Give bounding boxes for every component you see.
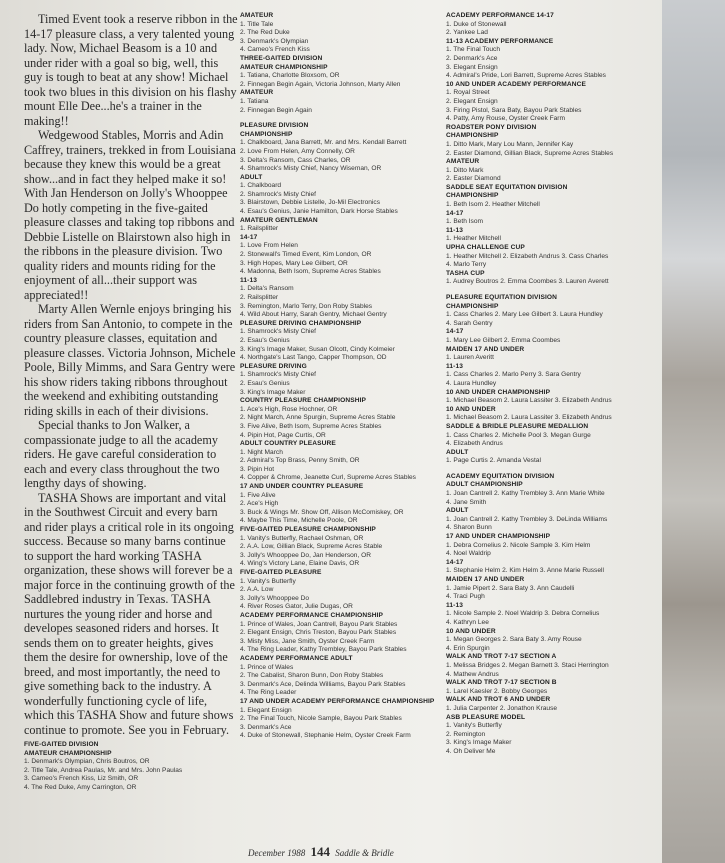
class-heading: PLEASURE DIVISION: [240, 122, 309, 130]
issue-date: December 1988: [248, 848, 306, 858]
class-heading: 17 AND UNDER CHAMPIONSHIP: [446, 533, 551, 541]
result-entry: 1. Nicole Sample 2. Noel Waldrip 3. Debra Cornelius: [446, 610, 600, 618]
article-paragraph: Special thanks to Jon Walker, a compassionate judge to all the academy riders. He gave careful consideration to each and every class throughout the two lengthy days of showing.: [24, 418, 220, 490]
result-entry: 3. Blairstown, Debbie Listelle, Jo-Mil Electronics: [240, 199, 380, 207]
result-entry: 4. Copper & Chrome, Jeanette Curl, Supreme Acres Stables: [240, 474, 416, 482]
class-heading: ASB PLEASURE MODEL: [446, 713, 526, 721]
result-entry: 2. Remington: [446, 730, 486, 738]
result-entry: 3. Remington, Marlo Terry, Don Roby Stables: [240, 302, 373, 310]
result-entry: 1. Railsplitter: [240, 225, 279, 233]
result-entry: 4. Duke of Stonewall, Stephanie Helm, Oyster Creek Farm: [240, 732, 411, 740]
result-entry: 1. Delta's Ransom: [240, 285, 294, 293]
result-entry: 4. Noel Waldrip: [446, 550, 491, 558]
class-heading: ROADSTER PONY DIVISION: [446, 123, 537, 131]
result-entry: 4. Traci Pugh: [446, 593, 485, 601]
result-entry: 3. Pipin Hot: [240, 465, 275, 473]
article-paragraph: Timed Event took a reserve ribbon in the 14-17 pleasure class, a very talented young lady. Now, Michael Beasom is a 10 and under rider with a goal so big, well, this guy is tough to beat at any show! Michael took two blues in this division on his flashy mount Elle Dee...he's a trainer in the making!!: [24, 12, 238, 128]
class-heading: ACADEMY PERFORMANCE 14-17: [446, 12, 554, 19]
result-entry: 1. Larel Kaesler 2. Bobby Georges: [446, 687, 548, 695]
result-entry: 2. Easter Diamond: [446, 175, 501, 183]
result-entry: 1. Cass Charles 2. Marlo Perry 3. Sara Gentry: [446, 371, 581, 379]
article-paragraph: Wedgewood Stables, Morris and Adin Caffrey, trainers, trekked in from Louisiana because they knew this would be a great show...and in fact they helped make it so! With Jan Henderson on Jolly's Whooppee Do hotly competing in the five-gaited pleasure classes and taking top ribbons and Debbie Listelle on Blairstown also high in the ribbons in the pleasure division. Two quality riders and mounts riding for the enjoyment of all...their support was appreciated!!: [24, 128, 236, 302]
result-entry: 1. Prince of Wales, Joan Cantrell, Bayou Park Stables: [240, 620, 398, 628]
result-entry: 2. Ace's High: [240, 500, 279, 508]
class-heading: AMATEUR: [240, 12, 274, 19]
class-heading: COUNTRY PLEASURE CHAMPIONSHIP: [240, 397, 366, 405]
result-entry: 1. Beth Isom 2. Heather Mitchell: [446, 201, 540, 209]
result-entry: 3. Five Alive, Beth Isom, Supreme Acres Stables: [240, 422, 382, 430]
result-entry: 4. River Roses Gator, Julie Dugas, OR: [240, 603, 353, 611]
result-entry: 2. Night March, Anne Spurgin, Supreme Acres Stable: [240, 414, 396, 422]
result-entry: 2. Yankee Lad: [446, 29, 488, 37]
result-entry: 4. Erin Spurgin: [446, 644, 490, 652]
result-entry: 1. Joan Cantrell 2. Kathy Trembley 3. DeLinda Williams: [446, 515, 608, 523]
result-entry: 2. Elegant Ensign, Chris Treston, Bayou Park Stables: [240, 629, 397, 637]
result-entry: 1. Heather Mitchell: [446, 235, 501, 243]
result-entry: 1. Jamie Pipert 2. Sara Baty 3. Ann Caudelli: [446, 584, 575, 592]
result-entry: 4. Mathew Andrus: [446, 670, 499, 678]
class-heading: AMATEUR: [446, 158, 480, 166]
result-entry: 1. Beth Isom: [446, 218, 484, 226]
photo-edge: [662, 0, 725, 863]
class-heading: FIVE-GAITED PLEASURE: [240, 569, 322, 576]
result-entry: 4. Sharon Bunn: [446, 524, 492, 532]
result-entry: 2. Finnegan Begin Again: [240, 106, 312, 114]
result-entry: 1. Shamrock's Misty Chief: [240, 328, 317, 336]
result-entry: 1. Debra Cornelius 2. Nicole Sample 3. Kim Helm: [446, 541, 591, 549]
class-heading: PLEASURE EQUITATION DIVISION: [446, 294, 557, 301]
result-entry: 1. Ditto Mark, Mary Lou Mann, Jennifer Kay: [446, 140, 574, 148]
result-entry: 4. Jane Smith: [446, 498, 487, 506]
class-heading: 10 AND UNDER ACADEMY PERFORMANCE: [446, 80, 586, 88]
class-heading: 14-17: [446, 328, 464, 336]
section-spacer: [446, 287, 660, 294]
result-entry: 2. Elegant Ensign: [446, 97, 498, 105]
result-entry: 4. Madonna, Beth Isom, Supreme Acres Stables: [240, 268, 381, 276]
result-entry: 2. Love From Helen, Amy Connelly, OR: [240, 147, 355, 155]
result-entry: 3. Denmark's Ace: [240, 723, 292, 731]
result-entry: 4. Pipin Hot, Page Curtis, OR: [240, 431, 326, 439]
result-entry: 1. Vanity's Butterfly: [240, 577, 296, 585]
class-heading: THREE-GAITED DIVISION: [240, 54, 323, 62]
result-entry: 1. Cass Charles 2. Michelle Pool 3. Megan Gurge: [446, 431, 591, 439]
article-paragraph: Marty Allen Wernle enjoys bringing his riders from San Antonio, to compete in the country pleasure classes, equitation and pleasure classes. Victoria Johnson, Michele Poole, Billy Mimms, and Sara Gentry were his show riders taking ribbons throughout the weekend and exhibiting outstanding riding skills in each of their divisions.: [24, 302, 236, 418]
class-heading: ADULT: [446, 507, 469, 515]
result-entry: 3. Misty Miss, Jane Smith, Oyster Creek Farm: [240, 637, 375, 645]
result-entry: 2. Admiral's Top Brass, Penny Smith, OR: [240, 457, 360, 465]
result-entry: 1. Lauren Averitt: [446, 354, 494, 362]
result-entry: 1. Mary Lee Gilbert 2. Emma Coombes: [446, 336, 561, 344]
result-entry: 1. Stephanie Helm 2. Kim Helm 3. Anne Marie Russell: [446, 567, 604, 575]
class-heading: CHAMPIONSHIP: [446, 302, 499, 310]
class-heading: PLEASURE DRIVING CHAMPIONSHIP: [240, 319, 362, 327]
class-heading: 14-17: [446, 209, 464, 217]
class-heading: UPHA CHALLENGE CUP: [446, 244, 525, 252]
result-entry: 3. King's Image Maker: [446, 739, 512, 747]
class-heading: FIVE-GAITED DIVISION: [24, 741, 99, 748]
result-entry: 2. Title Tale, Andrea Paulas, Mr. and Mrs. John Paulas: [24, 766, 183, 774]
class-heading: ADULT COUNTRY PLEASURE: [240, 440, 336, 448]
class-heading: MAIDEN 17 AND UNDER: [446, 576, 525, 583]
result-entry: 4. Oh Deliver Me: [446, 747, 496, 755]
class-heading: WALK AND TROT 6 AND UNDER: [446, 696, 551, 704]
result-entry: 4. Admiral's Pride, Lori Barrett, Supreme Acres Stables: [446, 72, 606, 80]
class-heading: CHAMPIONSHIP: [446, 132, 499, 140]
magazine-title: Saddle & Bridle: [335, 848, 394, 858]
result-entry: 2. Easter Diamond, Gillian Black, Supreme Acres Stables: [446, 149, 614, 157]
page-footer: [248, 844, 394, 860]
result-entry: 1. Heather Mitchell 2. Elizabeth Andrus 3. Cass Charles: [446, 252, 609, 260]
class-heading: 11-13: [446, 601, 464, 609]
result-entry: 1. Tatiana, Charlotte Bloxsom, OR: [240, 72, 340, 80]
result-entry: 2. Denmark's Ace: [446, 54, 498, 62]
result-entry: 4. Kathryn Lee: [446, 618, 489, 626]
result-entry: 3. Firing Pistol, Sara Baty, Bayou Park Stables: [446, 106, 582, 114]
class-heading: AMATEUR: [240, 89, 274, 97]
result-entry: 1. Chalkboard: [240, 182, 282, 190]
result-entry: 4. Maybe This Time, Michelle Poole, OR: [240, 517, 358, 525]
class-heading: 10 AND UNDER: [446, 627, 496, 635]
result-entry: 2. A.A. Low, Gillian Black, Supreme Acres Stable: [240, 543, 383, 551]
result-entry: 1. Title Tale: [240, 20, 274, 28]
class-heading: CHAMPIONSHIP: [446, 192, 499, 200]
class-heading: 10 AND UNDER CHAMPIONSHIP: [446, 388, 551, 396]
result-entry: 4. Patty, Amy Rouse, Oyster Creek Farm: [446, 115, 565, 123]
results-column-right: [446, 12, 660, 756]
class-heading: AMATEUR CHAMPIONSHIP: [24, 749, 112, 757]
result-entry: 1. Vanity's Butterfly, Rachael Oshman, OR: [240, 534, 364, 542]
class-heading: SADDLE SEAT EQUITATION DIVISION: [446, 183, 568, 191]
class-heading: 14-17: [240, 233, 258, 241]
class-heading: ADULT: [240, 173, 263, 181]
result-entry: 1. Julia Carpenter 2. Jonathon Krause: [446, 704, 558, 712]
result-entry: 1. Ace's High, Rose Hochner, OR: [240, 405, 338, 413]
result-entry: 1. Shamrock's Misty Chief: [240, 371, 317, 379]
result-entry: 1. The Final Touch: [446, 46, 501, 54]
result-entry: 1. Love From Helen: [240, 242, 298, 250]
results-column-middle: [240, 12, 440, 741]
article-paragraph: TASHA Shows are important and vital in the Southwest Circuit and every barn and rider plays a critical role in its ongoing success. Because so many barns continue to support the hard working TASHA organization, these shows will forever be a major force in the continuing growth of the Saddlebred industry in Texas. TASHA nurtures the young rider and horse and developes seasoned riders and horses. It sends them on to greater heights, gives them the desire for ownership, love of the breed, and most importantly, the need to give something back to the industry. A wonderfully functioning cycle of life, which this TASHA Show and future shows continue to promote. See you in February.: [24, 490, 235, 737]
class-heading: FIVE-GAITED PLEASURE CHAMPIONSHIP: [240, 526, 376, 534]
result-entry: 1. Page Curtis 2. Amanda Vestal: [446, 457, 541, 465]
result-entry: 1. Joan Cantrell 2. Kathy Trembley 3. Ann Marie White: [446, 490, 605, 498]
class-heading: SADDLE & BRIDLE PLEASURE MEDALLION: [446, 422, 589, 430]
class-heading: CHAMPIONSHIP: [240, 130, 293, 138]
section-spacer: [240, 115, 440, 122]
result-entry: 4. The Ring Leader, Kathy Trembley, Bayou Park Stables: [240, 646, 407, 654]
section-spacer: [446, 466, 660, 473]
result-entry: 2. The Cabalist, Sharon Bunn, Don Roby Stables: [240, 672, 384, 680]
result-entry: 4. Northgate's Last Tango, Capper Thompson, OD: [240, 354, 387, 362]
class-heading: AMATEUR CHAMPIONSHIP: [240, 63, 328, 71]
results-list-five-gaited: [24, 741, 238, 793]
class-heading: 10 AND UNDER: [446, 405, 496, 413]
result-entry: 2. Stonewall's Timed Event, Kim London, OR: [240, 251, 372, 259]
result-entry: 2. Railsplitter: [240, 294, 279, 301]
result-entry: 3. King's Image Maker, Susan Olcott, Cindy Kolmeier: [240, 345, 395, 353]
class-heading: 11-13: [240, 276, 258, 284]
class-heading: WALK AND TROT 7-17 SECTION B: [446, 679, 557, 687]
class-heading: ACADEMY PERFORMANCE ADULT: [240, 654, 353, 662]
class-heading: 17 AND UNDER ACADEMY PERFORMANCE CHAMPIONSHIP: [240, 697, 435, 705]
class-heading: WALK AND TROT 7-17 SECTION A: [446, 653, 557, 661]
result-entry: 1. Denmark's Olympian, Chris Boutros, OR: [24, 758, 150, 766]
article-column: [24, 12, 238, 793]
result-entry: 4. The Ring Leader: [240, 689, 297, 697]
result-entry: 1. Night March: [240, 448, 283, 456]
result-entry: 4. Elizabeth Andrus: [446, 440, 503, 448]
result-entry: 1. Ditto Mark: [446, 166, 484, 174]
result-entry: 4. Cameo's French Kiss: [240, 46, 310, 54]
result-entry: 1. Duke of Stonewall: [446, 20, 507, 28]
result-entry: 1. Five Alive: [240, 491, 276, 499]
result-entry: 4. The Red Duke, Amy Carrington, OR: [24, 783, 137, 791]
result-entry: 3. Cameo's French Kiss, Liz Smith, OR: [24, 775, 139, 783]
result-entry: 1. Megan Georges 2. Sara Baty 3. Amy Rouse: [446, 636, 582, 644]
result-entry: 4. Sarah Gentry: [446, 319, 493, 327]
result-entry: 1. Chalkboard, Jana Barrett, Mr. and Mrs. Kendall Barrett: [240, 139, 407, 147]
result-entry: 3. King's Image Maker: [240, 388, 306, 396]
result-entry: 2. A.A. Low: [240, 586, 274, 594]
class-heading: TASHA CUP: [446, 269, 485, 277]
result-entry: 2. Esau's Genius: [240, 379, 290, 387]
result-entry: 3. High Hopes, Mary Lee Gilbert, OR: [240, 259, 348, 267]
class-heading: MAIDEN 17 AND UNDER: [446, 345, 525, 353]
result-entry: 3. Elegant Ensign: [446, 63, 498, 71]
result-entry: 3. Delta's Ransom, Cass Charles, OR: [240, 156, 351, 164]
result-entry: 3. Jolly's Whooppee Do: [240, 594, 310, 602]
class-heading: 11-13 ACADEMY PERFORMANCE: [446, 37, 554, 45]
class-heading: ACADEMY EQUITATION DIVISION: [446, 472, 555, 480]
class-heading: ACADEMY PERFORMANCE CHAMPIONSHIP: [240, 611, 384, 619]
result-entry: 2. Shamrock's Misty Chief: [240, 190, 317, 198]
result-entry: 1. Royal Street: [446, 89, 490, 97]
result-entry: 1. Tatiana: [240, 97, 269, 105]
class-heading: 14-17: [446, 558, 464, 566]
result-entry: 1. Elegant Ensign: [240, 706, 292, 714]
class-heading: ADULT CHAMPIONSHIP: [446, 481, 523, 489]
result-entry: 2. Esau's Genius: [240, 336, 290, 344]
result-entry: 1. Michael Beasom 2. Laura Lassiter 3. Elizabeth Andrus: [446, 397, 612, 405]
result-entry: 4. Wild About Harry, Sarah Gentry, Michael Gentry: [240, 311, 387, 319]
page-number: 144: [310, 844, 330, 859]
result-entry: 3. Denmark's Olympian: [240, 37, 309, 45]
result-entry: 2. The Red Duke: [240, 29, 290, 37]
result-entry: 3. Buck & Wings Mr. Show Off, Allison McComiskey, OR: [240, 508, 404, 516]
result-entry: 1. Audrey Boutros 2. Emma Coombes 3. Lauren Averett: [446, 278, 609, 286]
result-entry: 3. Denmark's Ace, Delinda Williams, Bayou Park Stables: [240, 680, 406, 688]
result-entry: 4. Marlo Terry: [446, 261, 487, 269]
result-entry: 4. Shamrock's Misty Chief, Nancy Wiseman, OR: [240, 165, 382, 173]
result-entry: 4. Wing's Victory Lane, Elaine Davis, OR: [240, 560, 360, 568]
result-entry: 2. Finnegan Begin Again, Victoria Johnson, Marty Allen: [240, 80, 401, 88]
result-entry: 1. Michael Beasom 2. Laura Lassiter 3. Elizabeth Andrus: [446, 414, 612, 422]
result-entry: 2. The Final Touch, Nicole Sample, Bayou Park Stables: [240, 715, 402, 723]
class-heading: ADULT: [446, 448, 469, 456]
class-heading: 17 AND UNDER COUNTRY PLEASURE: [240, 483, 364, 491]
result-entry: 1. Melissa Bridges 2. Megan Barnett 3. Staci Herrington: [446, 661, 609, 669]
class-heading: AMATEUR GENTLEMAN: [240, 216, 318, 224]
result-entry: 1. Cass Charles 2. Mary Lee Gilbert 3. Laura Hundley: [446, 311, 603, 319]
class-heading: PLEASURE DRIVING: [240, 362, 307, 370]
result-entry: 1. Vanity's Butterfly: [446, 722, 502, 730]
result-entry: 4. Esau's Genius, Janie Hamilton, Dark Horse Stables: [240, 208, 398, 216]
result-entry: 1. Prince of Wales: [240, 663, 294, 671]
class-heading: 11-13: [446, 226, 464, 234]
result-entry: 3. Jolly's Whooppee Do, Jan Henderson, OR: [240, 551, 372, 559]
result-entry: 4. Laura Hundley: [446, 379, 497, 387]
class-heading: 11-13: [446, 362, 464, 370]
